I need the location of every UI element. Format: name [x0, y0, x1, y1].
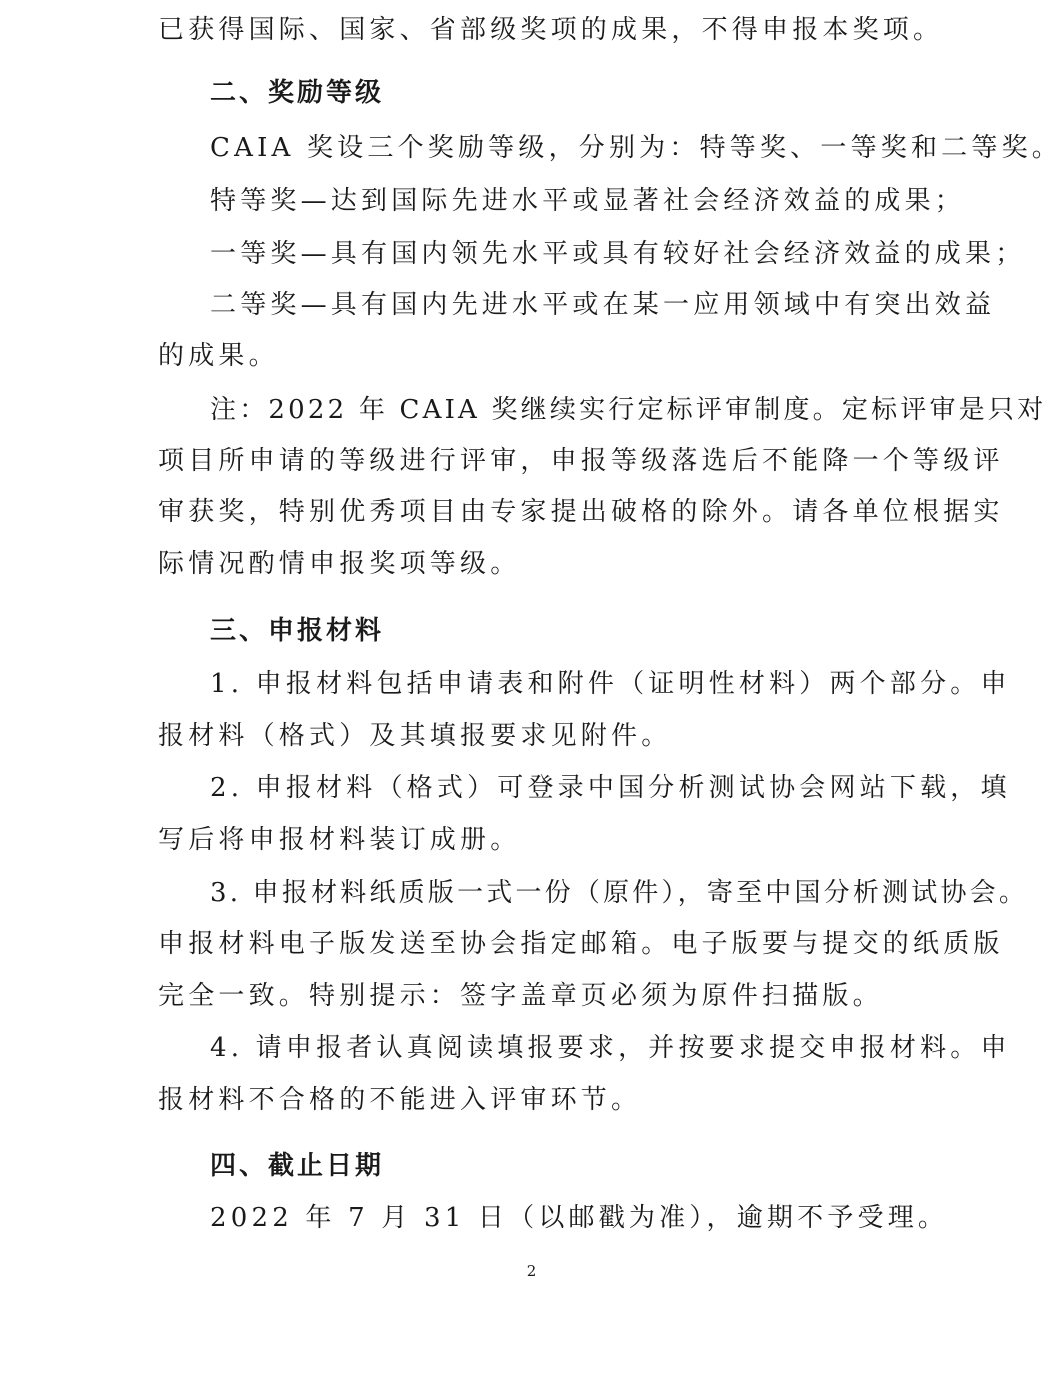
- paragraph-line: 完全一致。特别提示：签字盖章页必须为原件扫描版。: [158, 981, 883, 1011]
- paragraph-line: 2. 申报材料（格式）可登录中国分析测试协会网站下载，填: [210, 773, 1011, 803]
- paragraph-line: CAIA 奖设三个奖励等级，分别为：特等奖、一等奖和二等奖。: [210, 133, 1062, 163]
- paragraph-line: 1. 申报材料包括申请表和附件（证明性材料）两个部分。申: [210, 669, 1011, 699]
- paragraph-line: 3. 申报材料纸质版一式一份（原件），寄至中国分析测试协会。: [210, 878, 1029, 908]
- paragraph-line: 注：2022 年 CAIA 奖继续实行定标评审制度。定标评审是只对: [210, 395, 1047, 425]
- paragraph-line: 报材料不合格的不能进入评审环节。: [158, 1085, 642, 1115]
- paragraph-line: 4. 请申报者认真阅读填报要求，并按要求提交申报材料。申: [210, 1033, 1011, 1063]
- paragraph-line: 的成果。: [158, 341, 279, 371]
- paragraph-line: 写后将申报材料装订成册。: [158, 825, 521, 855]
- paragraph-line: 项目所申请的等级进行评审，申报等级落选后不能降一个等级评: [158, 446, 1004, 476]
- paragraph-line: 审获奖，特别优秀项目由专家提出破格的除外。请各单位根据实: [158, 497, 1004, 527]
- paragraph-line: 2022 年 7 月 31 日（以邮戳为准），逾期不予受理。: [210, 1203, 949, 1233]
- section-heading: 三、申报材料: [210, 616, 385, 646]
- paragraph-line: 际情况酌情申报奖项等级。: [158, 549, 521, 579]
- paragraph-line: 报材料（格式）及其填报要求见附件。: [158, 721, 672, 751]
- paragraph-line: 二等奖—具有国内先进水平或在某一应用领域中有突出效益: [210, 290, 996, 320]
- paragraph-line: 一等奖—具有国内领先水平或具有较好社会经济效益的成果；: [210, 239, 1026, 269]
- page-number: 2: [526, 1262, 537, 1280]
- paragraph-line: 特等奖—达到国际先进水平或显著社会经济效益的成果；: [210, 186, 966, 216]
- section-heading: 二、奖励等级: [210, 78, 385, 108]
- section-heading: 四、截止日期: [210, 1151, 385, 1181]
- paragraph-line: 已获得国际、国家、省部级奖项的成果，不得申报本奖项。: [158, 15, 944, 45]
- paragraph-line: 申报材料电子版发送至协会指定邮箱。电子版要与提交的纸质版: [158, 929, 1004, 959]
